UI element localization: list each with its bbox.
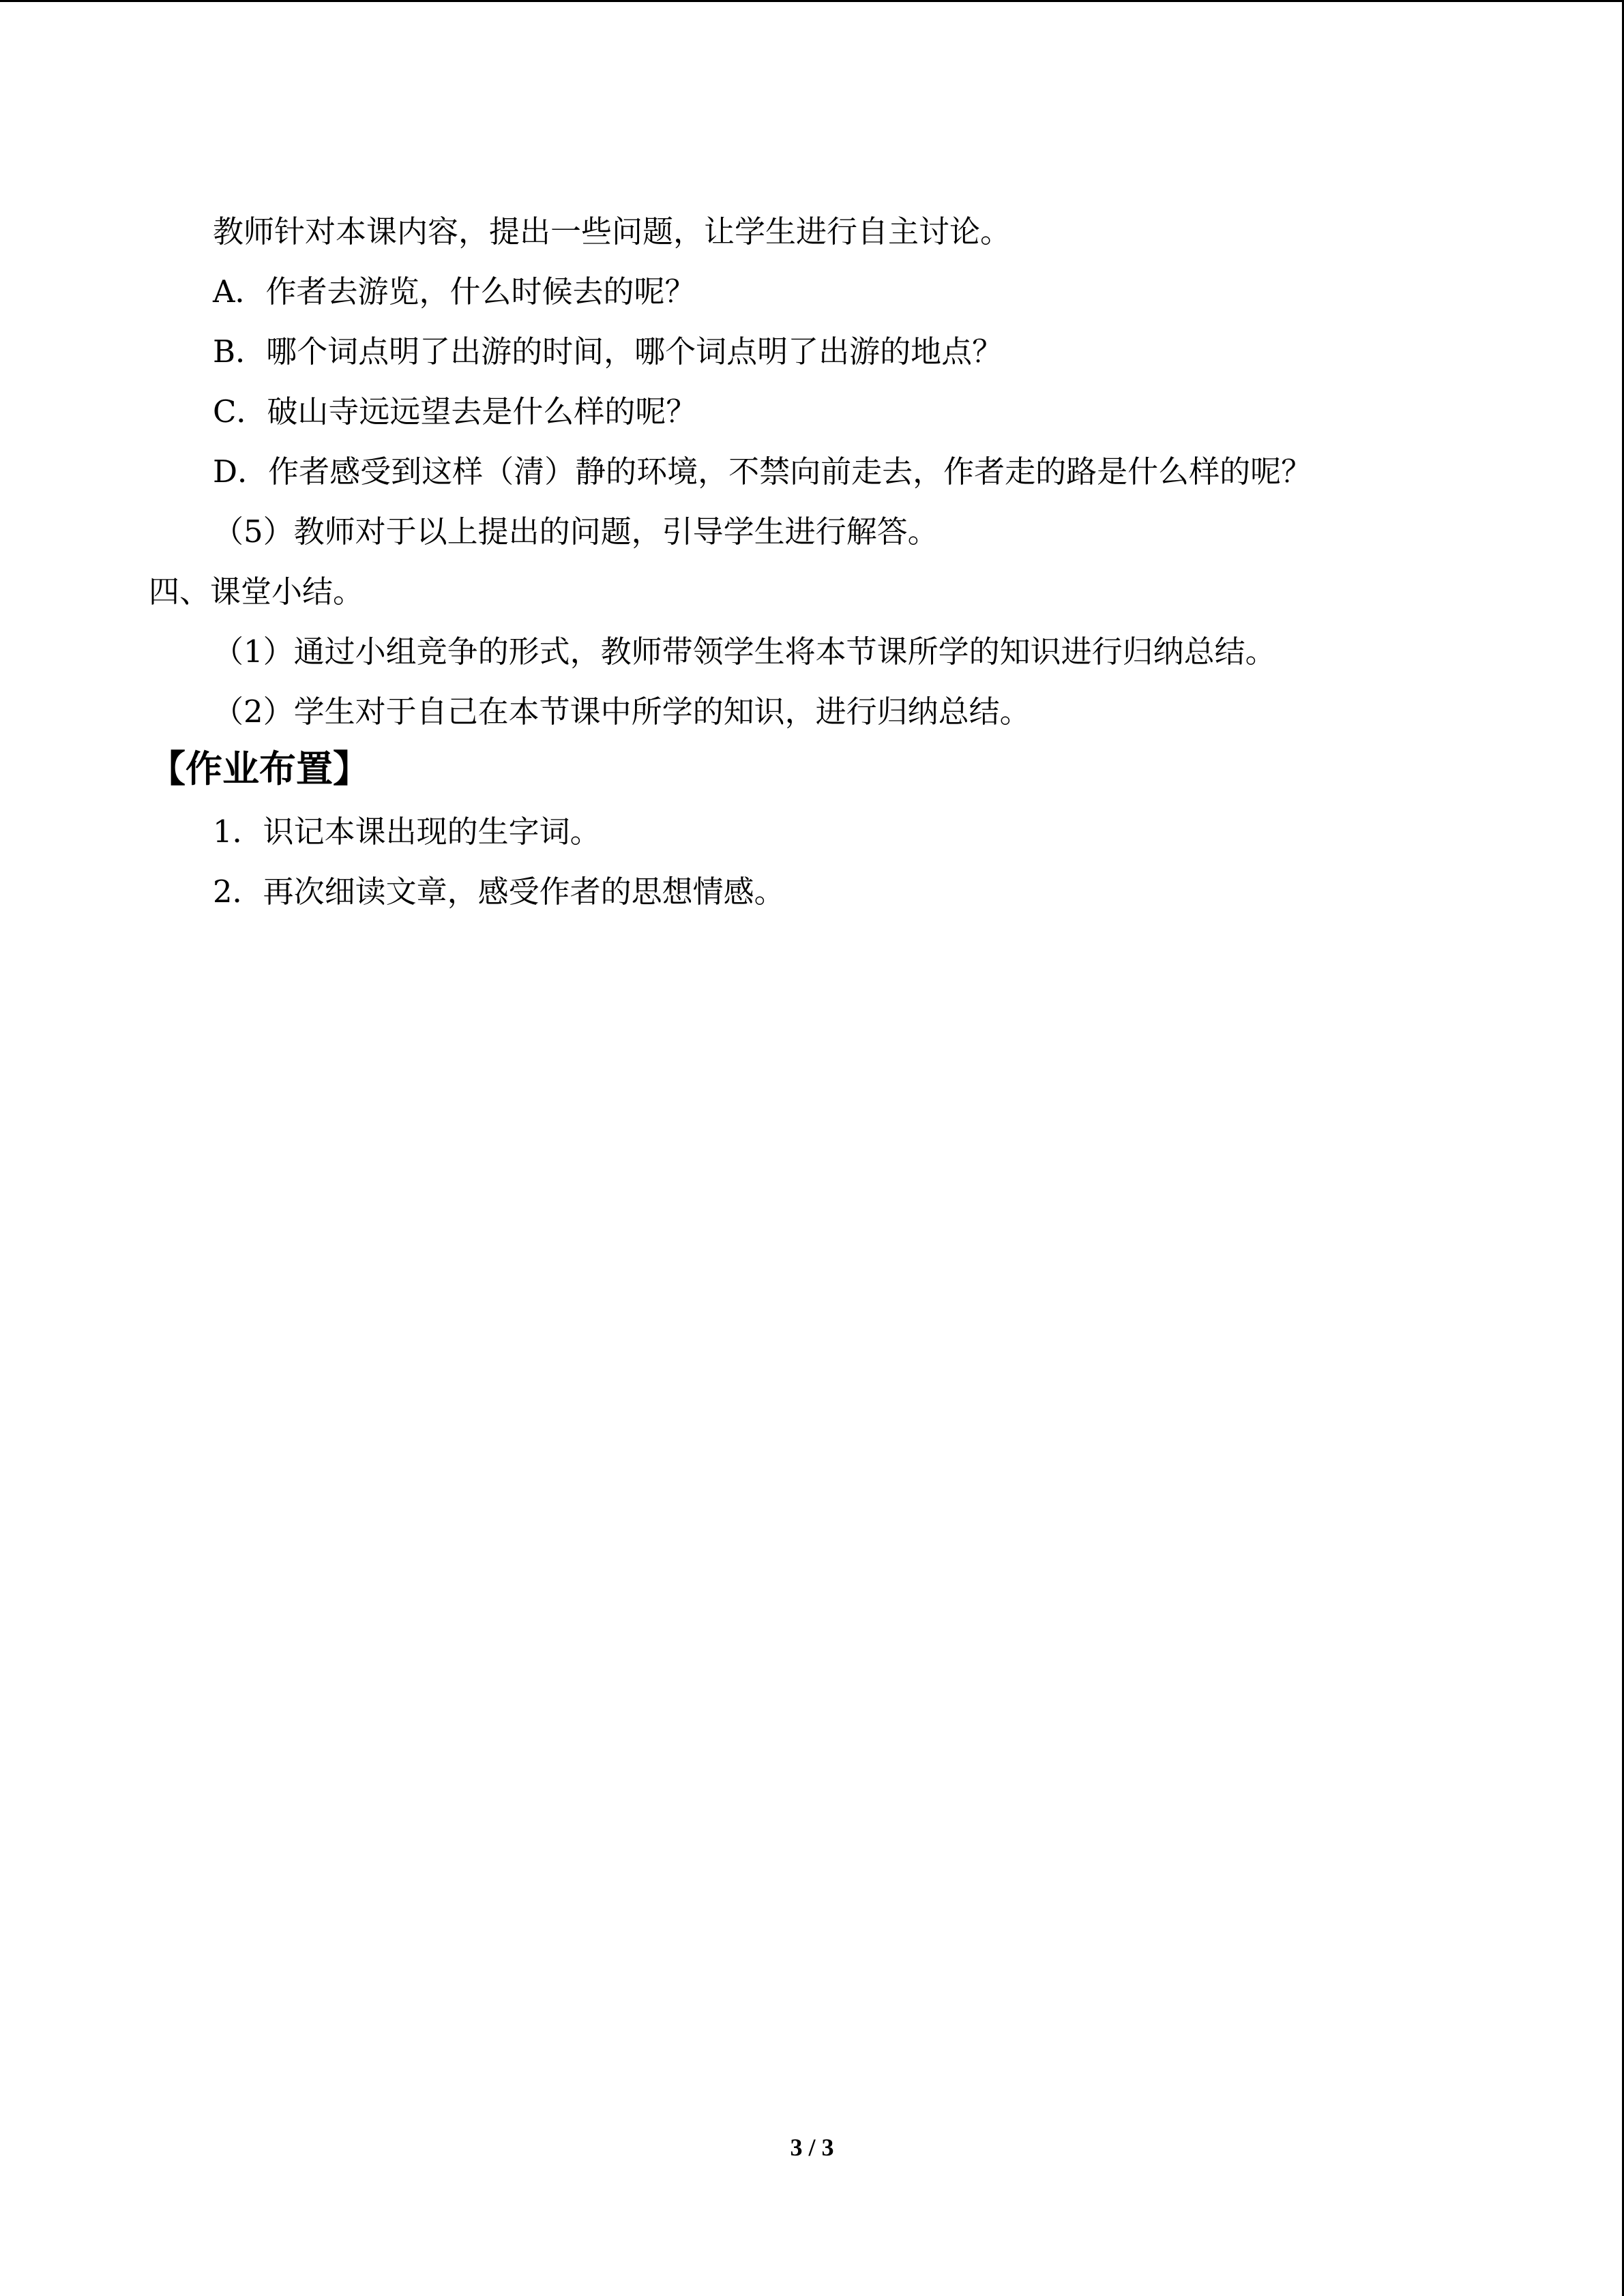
page-top-border xyxy=(0,0,1624,2)
summary-item-1: （1）通过小组竞争的形式，教师带领学生将本节课所学的知识进行归纳总结。 xyxy=(213,633,1276,670)
page-number: 3 / 3 xyxy=(790,2134,834,2161)
question-a: A．作者去游览，什么时候去的呢？ xyxy=(213,273,696,310)
step-5: （5）教师对于以上提出的问题，引导学生进行解答。 xyxy=(213,513,939,550)
homework-heading: 【作业布置】 xyxy=(149,747,370,790)
homework-item-2: 2．再次细读文章，感受作者的思想情感。 xyxy=(213,874,785,910)
question-b: B．哪个词点明了出游的时间，哪个词点明了出游的地点？ xyxy=(213,333,1003,370)
homework-item-1: 1．识记本课出现的生字词。 xyxy=(213,814,601,850)
question-c: C．破山寺远远望去是什么样的呢？ xyxy=(213,393,697,430)
summary-item-2: （2）学生对于自己在本节课中所学的知识，进行归纳总结。 xyxy=(213,694,1031,730)
question-d: D．作者感受到这样（清）静的环境，不禁向前走去，作者走的路是什么样的呢？ xyxy=(213,453,1312,490)
section-summary-title: 四、课堂小结。 xyxy=(149,573,364,610)
paragraph-intro: 教师针对本课内容，提出一些问题，让学生进行自主讨论。 xyxy=(213,213,1012,250)
